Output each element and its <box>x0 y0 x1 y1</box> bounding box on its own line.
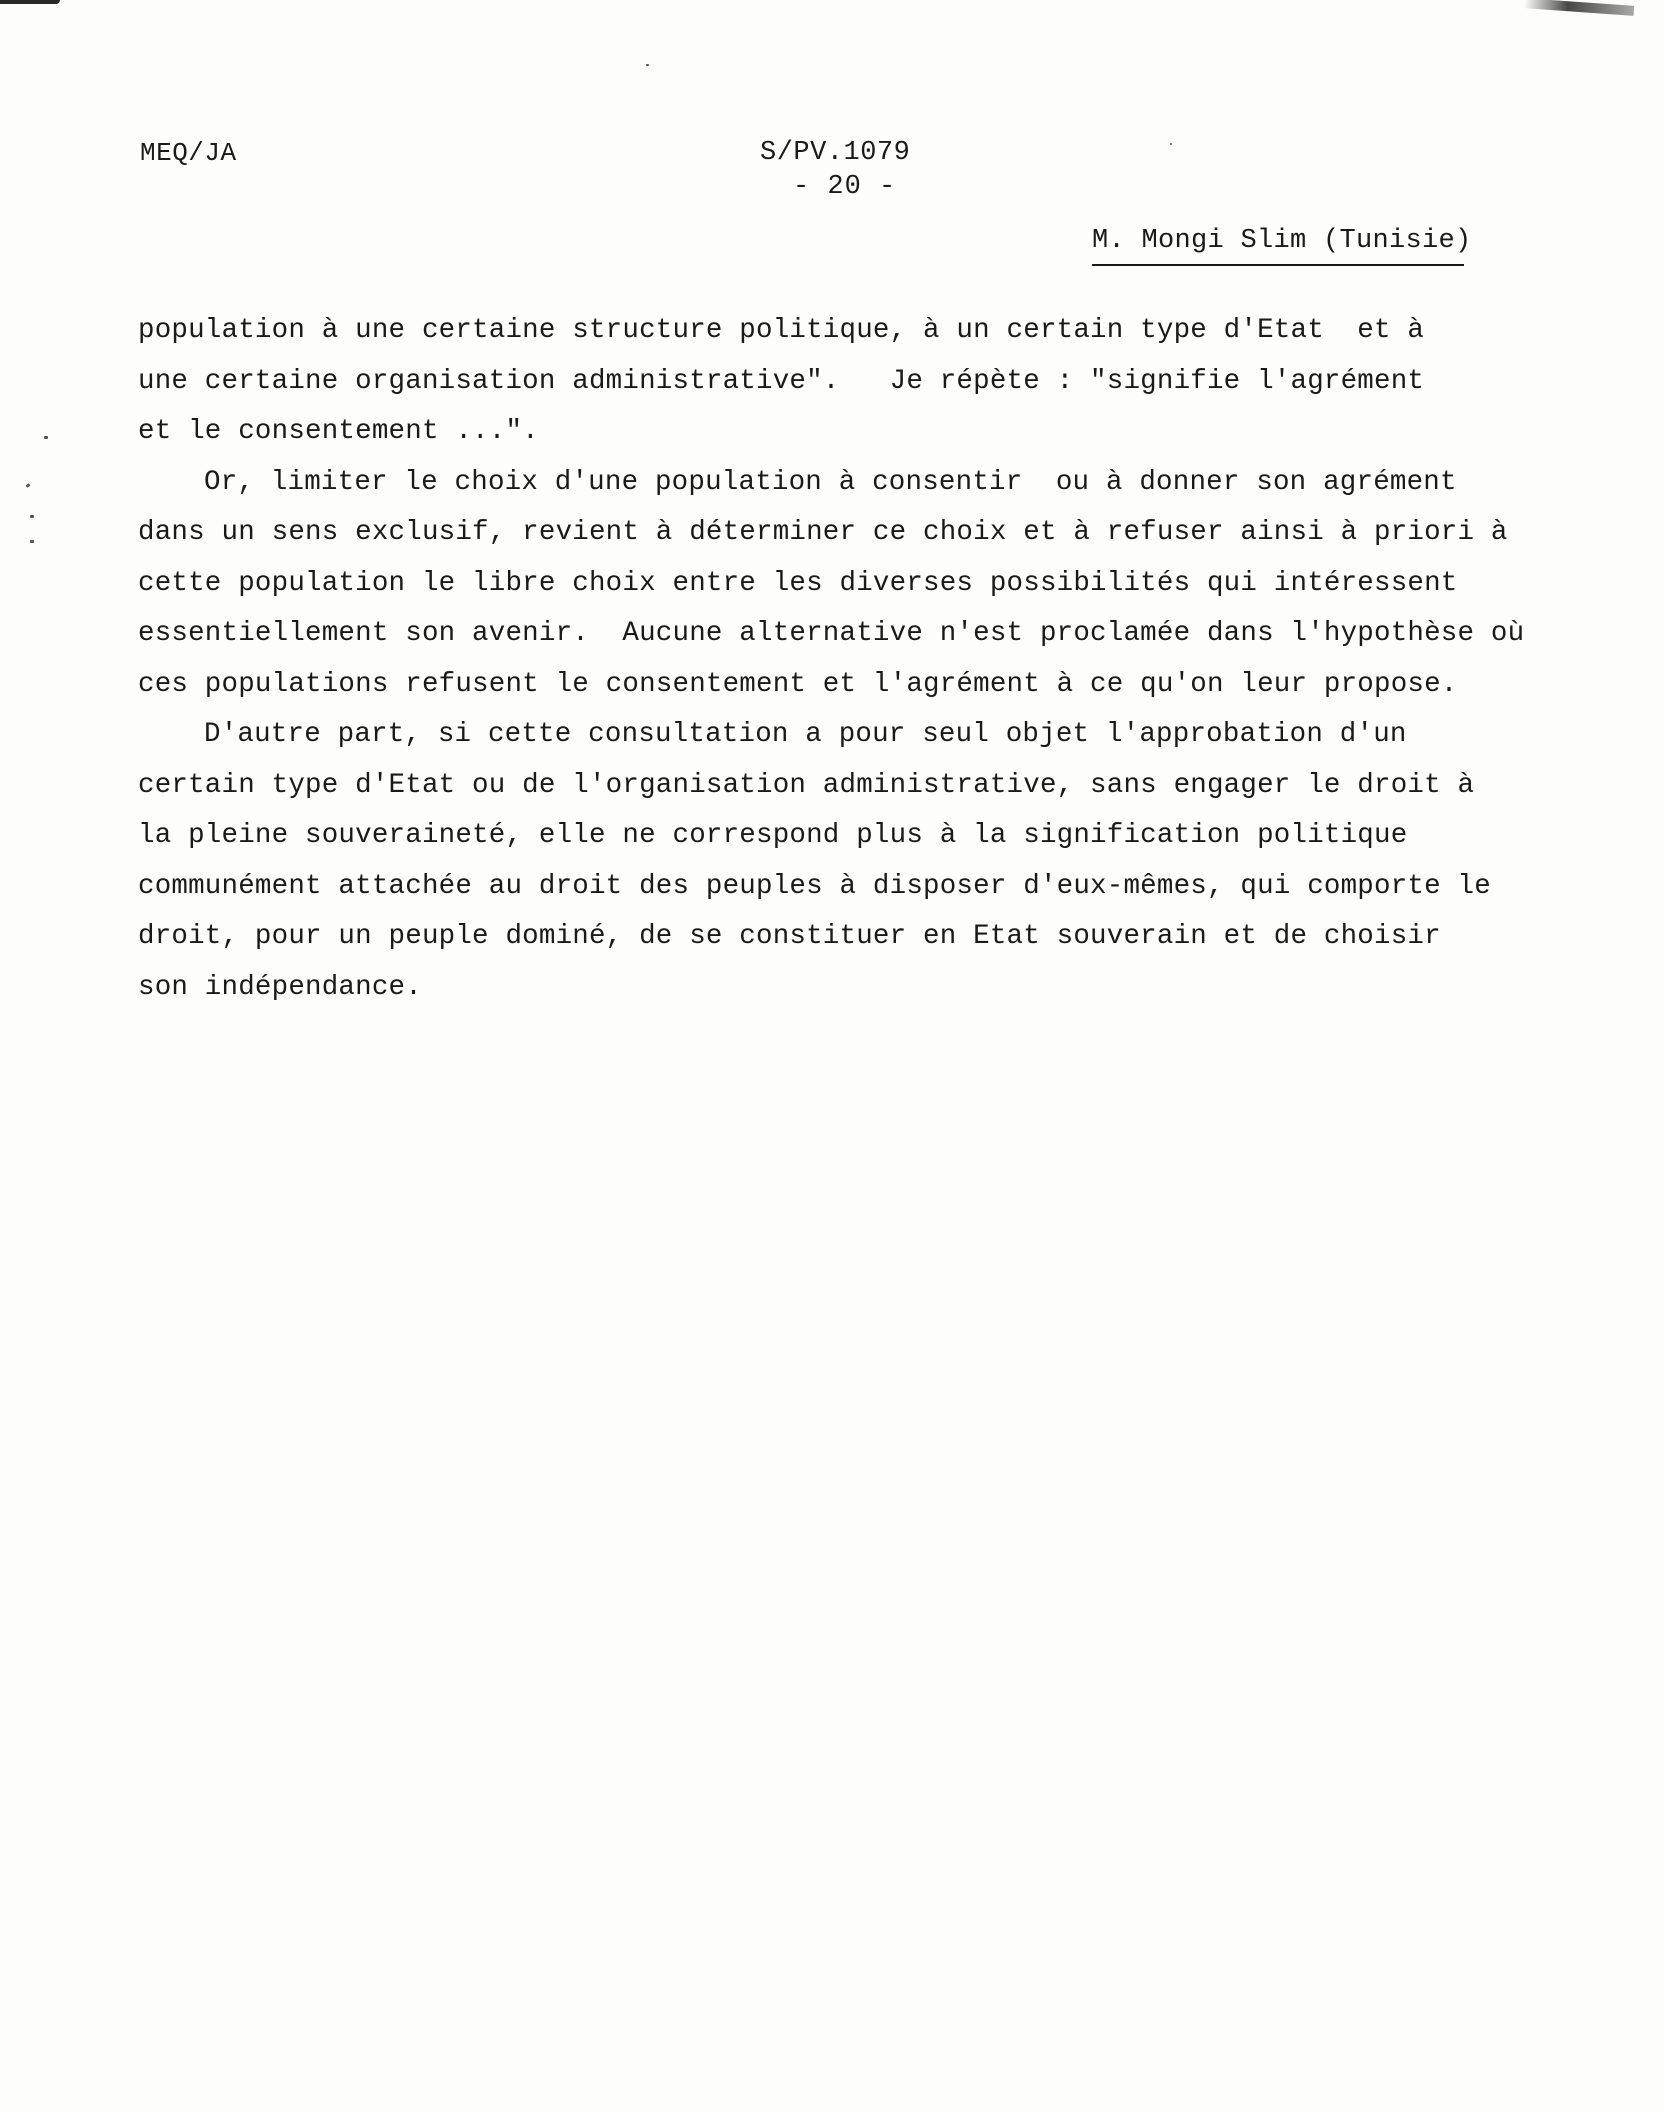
text-line: dans un sens exclusif, revient à déterminer ce choix et à refuser ainsi à priori à <box>138 517 1508 548</box>
paragraph <box>138 710 1528 1013</box>
text-line: son indépendance. <box>138 971 422 1003</box>
document-reference-initials: MEQ/JA <box>140 138 237 168</box>
scan-artifact-margin-dot <box>30 515 34 518</box>
text-line: et le consentement ...". <box>138 416 539 447</box>
text-line: population à une certaine structure politique, à un certain type d'Etat et à <box>138 315 1425 346</box>
speaker-heading-underline <box>1092 264 1464 266</box>
text-line: D'autre part, si cette consultation a pour seul objet l'approbation d'un <box>204 719 1407 750</box>
text-line: communément attachée au droit des peuples à disposer d'eux-mêmes, qui comporte le <box>138 870 1491 902</box>
text-line: essentiellement son avenir. Aucune alternative n'est proclamée dans l'hypothèse où <box>138 618 1525 649</box>
body-text <box>138 306 1528 1013</box>
speaker-heading: M. Mongi Slim (Tunisie) <box>1092 226 1472 256</box>
text-line: droit, pour un peuple dominé, de se constituer en Etat souverain et de choisir <box>138 921 1441 952</box>
paragraph <box>138 306 1528 458</box>
paragraph <box>138 458 1528 711</box>
scan-artifact-top-right <box>1524 0 1634 16</box>
text-line: certain type d'Etat ou de l'organisation administrative, sans engager le droit à <box>138 769 1475 801</box>
scan-artifact-margin-dot <box>44 436 48 439</box>
scan-artifact-dot <box>1170 143 1172 145</box>
scan-artifact-margin-dot <box>26 483 31 488</box>
text-line: la pleine souveraineté, elle ne correspond plus à la signification politique <box>138 820 1408 851</box>
scan-artifact-top-left <box>0 0 60 4</box>
text-line: cette population le libre choix entre les diverses possibilités qui intéressent <box>138 567 1458 599</box>
text-line: une certaine organisation administrative". Je répète : "signifie l'agrément <box>138 365 1425 397</box>
text-line: Or, limiter le choix d'une population à consentir ou à donner son agrément <box>204 466 1457 498</box>
page-number: - 20 - <box>793 172 897 202</box>
scan-artifact-margin-dot <box>30 540 34 543</box>
scan-artifact-dot <box>646 64 649 66</box>
text-line: ces populations refusent le consentement et l'agrément à ce qu'on leur propose. <box>138 668 1458 700</box>
document-symbol: S/PV.1079 <box>760 138 911 168</box>
